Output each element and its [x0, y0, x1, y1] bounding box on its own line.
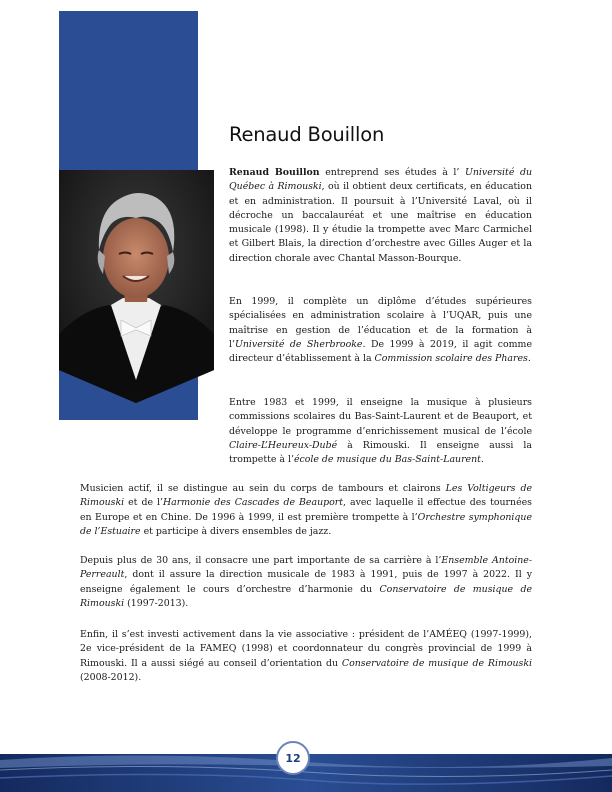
text-span: , où il obtient deux certificats, en éducation et en administration. Il poursuit à l’Université Laval, où il décroche un baccalauréat et une maîtrise en éducation musicale (1998). Il y étudie la trompette avec Marc Carmichel et Gilbert Blais, la direction d’orchestre avec Gilles Auger et la direction chorale avec Chantal Masson-Bourque.	[229, 181, 532, 264]
text-span: , dont il assure la direction musicale de 1983 à 1991, puis de 1997 à 2022. Il y enseigne également le cours d’orchestre d’harmonie du	[80, 569, 532, 595]
text-span: (1997-2013).	[124, 597, 189, 609]
text-span: Musicien actif, il se distingue au sein du corps de tambours et clairons	[80, 483, 446, 494]
bio-paragraph-5	[80, 554, 532, 611]
text-span: à Rimouski. Il enseigne aussi la trompette à l’	[229, 439, 532, 466]
text-span: En 1999, il complète un diplôme d’études supérieures spécialisées en administration scolaire à l’UQAR, puis une maîtrise en gestion de l’éducation et de la formation à l’	[229, 296, 532, 350]
italic-span: Harmonie des Cascades de Beauport	[162, 497, 343, 509]
bio-paragraph-2	[229, 295, 532, 366]
text-span: Depuis plus de 30 ans, il consacre une part importante de sa carrière à l’	[80, 555, 442, 566]
bio-name-bold: Renaud Bouillon	[229, 167, 320, 178]
text-span: Enfin, il s’est investi activement dans la vie associative : président de l’AMÉEQ (1997-1999), 2e vice-président de la FAMEQ (1998) et coordonnateur du congrès provincial de 1999 à Rimouski. Il a aussi siégé au conseil d’orientation du	[80, 629, 532, 669]
portrait-photo	[59, 170, 214, 403]
text-span: et de l’	[124, 497, 163, 509]
text-span: . De 1999 à 2019, il agit comme directeur d’établissement à la	[229, 338, 532, 365]
italic-span: Ensemble Antoine-Perreault	[80, 555, 532, 581]
italic-span: Les Voltigeurs de Rimouski	[80, 483, 532, 509]
italic-span: Commission scolaire des Phares	[374, 353, 528, 365]
bio-paragraph-3	[229, 396, 532, 467]
page-number: 12	[276, 741, 310, 775]
text-span: et participe à divers ensembles de jazz.	[140, 525, 332, 537]
portrait-image	[59, 170, 214, 403]
bio-paragraph-4	[80, 482, 532, 539]
text-span: entreprend ses études à l’	[319, 167, 465, 178]
text-span: Entre 1983 et 1999, il enseigne la musique à plusieurs commissions scolaires du Bas-Saint-Laurent et de Beauport, et développe le programme d’enrichissement musical de l’école	[229, 397, 532, 437]
text-span: , avec laquelle il effectue des tournées en Europe et en Chine. De 1996 à 1999, il est première trompette à l’	[80, 497, 532, 523]
page-title: Renaud Bouillon	[229, 123, 385, 146]
italic-span: école de musique du Bas-Saint-Laurent	[293, 454, 481, 466]
italic-span: Conservatoire de musique de Rimouski	[80, 583, 533, 609]
italic-span: Université de Sherbrooke	[234, 338, 363, 350]
italic-span: Conservatoire de musique de Rimouski	[341, 657, 533, 669]
italic-span: Université du Québec à Rimouski	[229, 167, 532, 193]
text-span: (2008-2012).	[80, 671, 142, 683]
bio-paragraph-1	[229, 166, 532, 266]
text-span: .	[527, 353, 531, 365]
italic-span: Claire-L’Heureux-Dubé	[229, 439, 338, 451]
italic-span: Orchestre symphonique de l’Estuaire	[80, 511, 532, 537]
bio-paragraph-6	[80, 628, 532, 685]
text-span: .	[480, 454, 484, 466]
